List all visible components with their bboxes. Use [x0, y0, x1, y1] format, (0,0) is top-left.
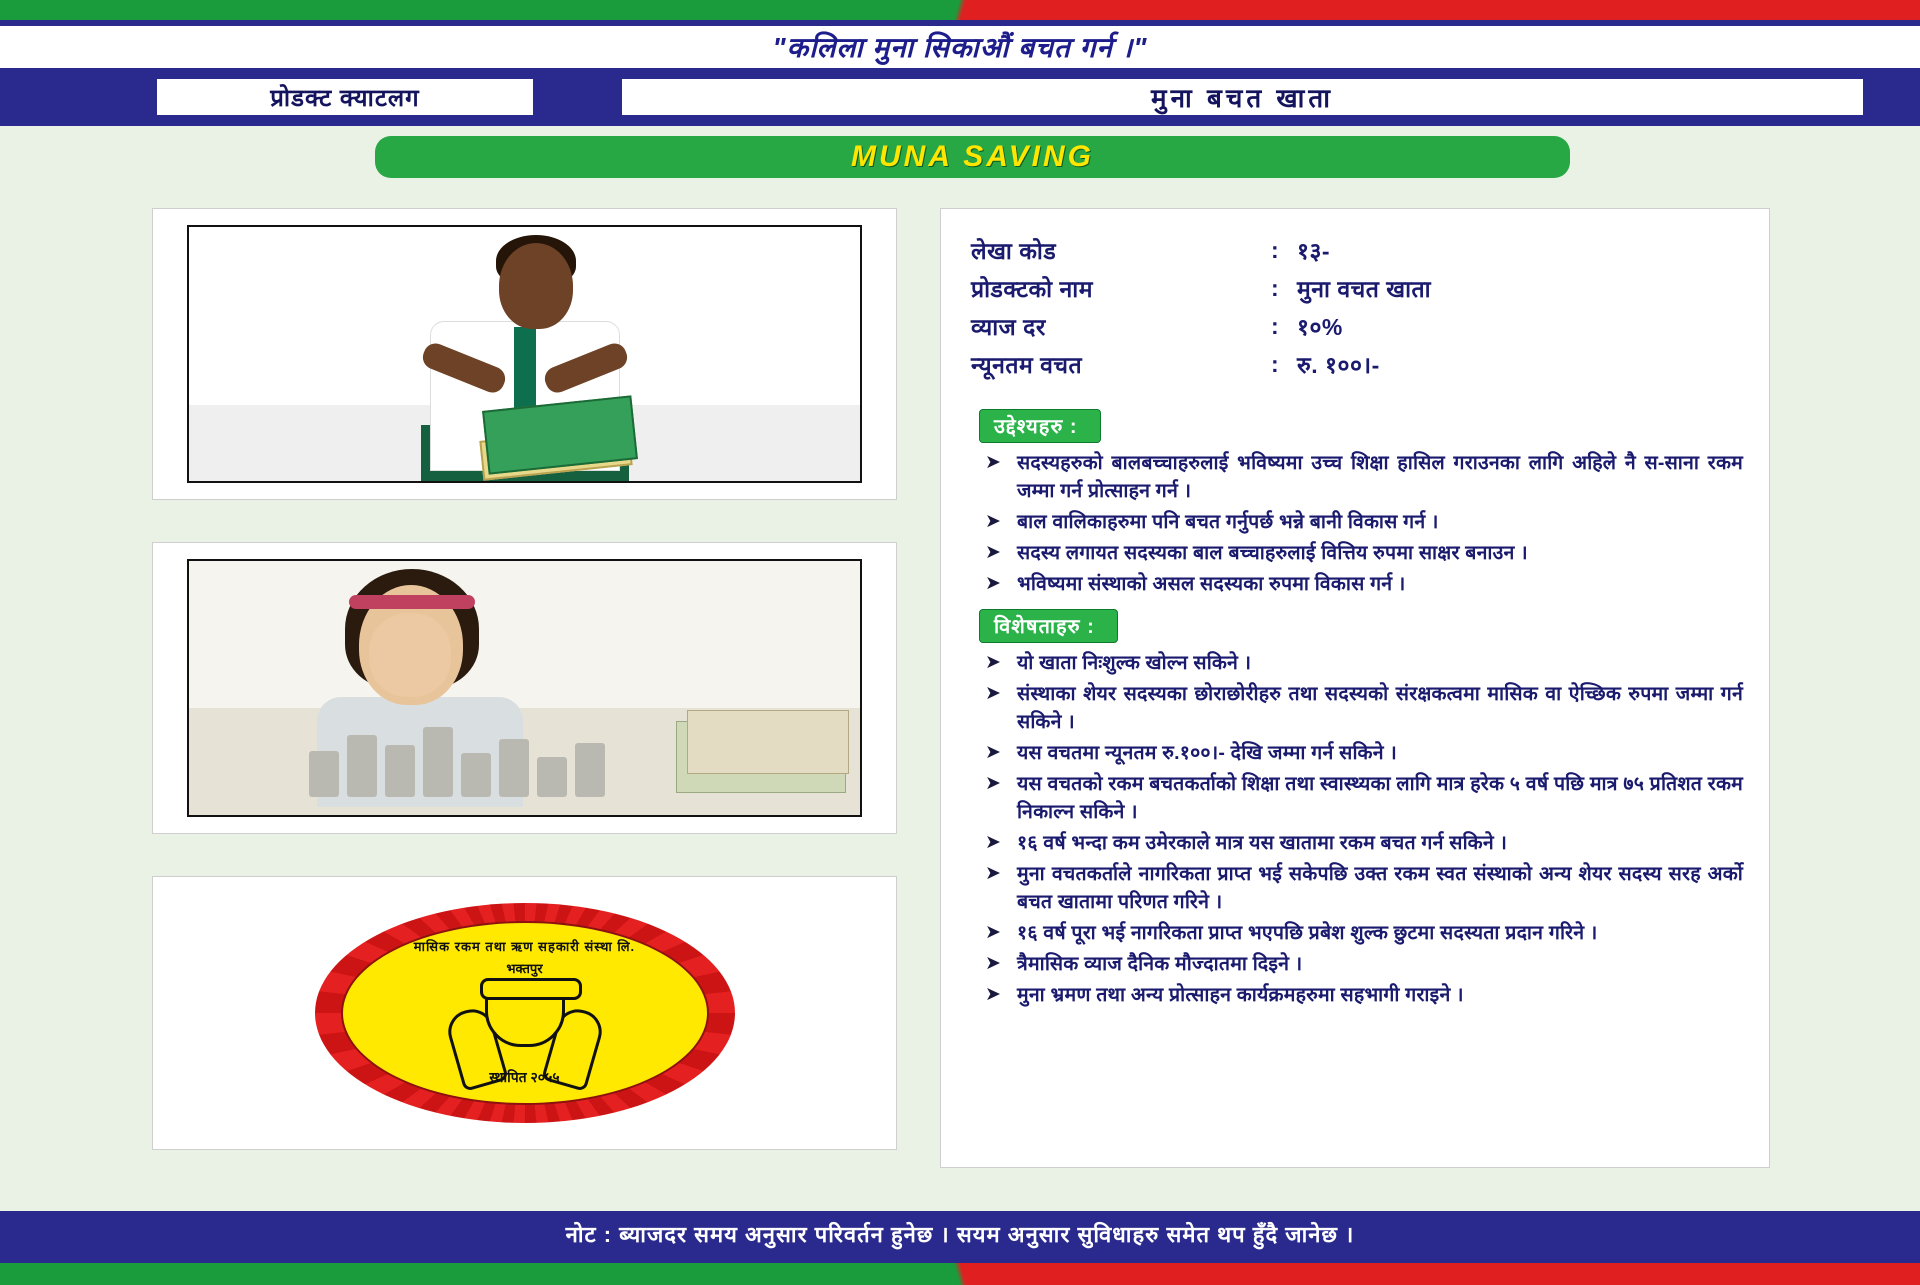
coin-stack — [461, 753, 491, 797]
arrow-bullet-icon: ➤ — [985, 742, 1001, 763]
header-band — [0, 68, 1920, 126]
objectives-heading: उद्देश्यहरु : — [979, 409, 1101, 443]
feature-text: १६ वर्ष पूरा भई नागरिकता प्राप्त भएपछि प्रबेश शुल्क छुटमा सदस्यता प्रदान गरिने । — [1017, 922, 1598, 944]
arrow-bullet-icon: ➤ — [985, 652, 1001, 673]
list-item — [971, 981, 1743, 1009]
bottom-bar-red-segment — [990, 1263, 1920, 1285]
product-details-table — [971, 231, 1743, 383]
banknote-stack — [676, 721, 846, 793]
slogan-text: "कलिला मुना सिकाऔं बचत गर्न ।" — [0, 26, 1920, 68]
arrow-bullet-icon: ➤ — [985, 452, 1001, 473]
list-item — [971, 860, 1743, 916]
logo-top-text: मासिक रकम तथा ऋण सहकारी संस्था लि. — [413, 939, 636, 954]
product-ribbon — [375, 136, 1570, 178]
list-item — [971, 919, 1743, 947]
logo-card — [152, 876, 897, 1150]
feature-text: मुना भ्रमण तथा अन्य प्रोत्साहन कार्यक्रमहरुमा सहभागी गराइने । — [1017, 984, 1464, 1006]
left-column — [152, 208, 897, 1192]
bottom-bar-transition-segment — [930, 1263, 990, 1285]
detail-colon: : — [1271, 350, 1280, 377]
arrow-bullet-icon: ➤ — [985, 922, 1001, 943]
feature-text: यस वचतको रकम बचतकर्ताको शिक्षा तथा स्वास्थ्यका लागि मात्र हरेक ५ वर्ष पछि मात्र ७५ प्रतिशत रकम निकाल्न सकिने । — [1017, 773, 1743, 823]
photo-card-1 — [152, 208, 897, 500]
detail-colon: : — [1271, 312, 1280, 339]
table-row — [971, 345, 1743, 383]
top-bar-transition-segment — [930, 0, 990, 20]
feature-text: यस वचतमा न्यूनतम रु.१००।- देखि जम्मा गर्न सकिने । — [1017, 742, 1397, 764]
coin-stack — [537, 757, 567, 797]
arrow-bullet-icon: ➤ — [985, 683, 1001, 704]
objective-text: सदस्य लगायत सदस्यका बाल बच्चाहरुलाई वित्तिय रुपमा साक्षर बनाउन । — [1017, 542, 1528, 564]
coin-stack — [499, 739, 529, 797]
photo2-headband — [349, 595, 475, 609]
list-item — [971, 570, 1743, 598]
coin-stack — [423, 727, 453, 797]
logo-mid-text: भक्तपुर — [506, 961, 543, 976]
arrow-bullet-icon: ➤ — [985, 542, 1001, 563]
table-row — [971, 269, 1743, 307]
objective-text: भविष्यमा संस्थाको असल सदस्यका रुपमा विकास गर्न । — [1017, 573, 1406, 595]
detail-colon: : — [1271, 236, 1280, 263]
coin-stack — [347, 735, 377, 797]
list-item — [971, 649, 1743, 677]
coin-stack — [309, 751, 339, 797]
footer-note-band — [0, 1211, 1920, 1257]
feature-text: मुना वचतकर्ताले नागरिकता प्राप्त भई सकेपछि उक्त रकम स्वत संस्थाको अन्य शेयर सदस्य सरह अर्को बचत खातामा परिणत गरिने । — [1017, 863, 1743, 913]
list-item — [971, 680, 1743, 736]
features-list — [971, 649, 1743, 1009]
arrow-bullet-icon: ➤ — [985, 773, 1001, 794]
detail-value: १३- — [1297, 238, 1331, 264]
coin-stack — [385, 745, 415, 797]
detail-value: १०% — [1297, 314, 1343, 340]
features-heading: विशेषताहरु : — [979, 609, 1118, 643]
bottom-decorative-bar — [0, 1263, 1920, 1285]
logo-inner-disc — [341, 921, 709, 1105]
list-item — [971, 739, 1743, 767]
detail-colon: : — [1271, 274, 1280, 301]
product-title: मुना बचत खाता — [620, 77, 1865, 117]
logo-wrap — [315, 903, 735, 1123]
detail-key: व्याज दर — [971, 314, 1046, 340]
top-bar-green-segment — [0, 0, 930, 20]
photo2-face — [369, 613, 451, 697]
money-pot-icon — [485, 985, 565, 1047]
arrow-bullet-icon: ➤ — [985, 863, 1001, 884]
top-bar-red-segment — [990, 0, 1920, 20]
top-decorative-bar — [0, 0, 1920, 20]
feature-text: १६ वर्ष भन्दा कम उमेरकाले मात्र यस खातामा रकम बचत गर्न सकिने । — [1017, 832, 1508, 854]
objective-text: बाल वालिकाहरुमा पनि बचत गर्नुपर्छ भन्ने बानी विकास गर्न । — [1017, 511, 1439, 533]
footer-note-text: नोट : ब्याजदर समय अनुसार परिवर्तन हुनेछ । सयम अनुसार सुविधाहरु समेत थप हुँदै जानेछ । — [565, 1222, 1355, 1247]
list-item — [971, 829, 1743, 857]
photo-card-2 — [152, 542, 897, 834]
list-item — [971, 449, 1743, 505]
organization-logo — [187, 893, 862, 1133]
arrow-bullet-icon: ➤ — [985, 573, 1001, 594]
photo-child-saving — [187, 225, 862, 483]
catalog-label: प्रोडक्ट क्याटलग — [155, 77, 535, 117]
arrow-bullet-icon: ➤ — [985, 832, 1001, 853]
detail-key: न्यूनतम वचत — [971, 352, 1083, 378]
list-item — [971, 508, 1743, 536]
logo-bottom-text: स्थापित २०५५ — [489, 1069, 560, 1085]
details-panel — [940, 208, 1770, 1168]
table-row — [971, 307, 1743, 345]
detail-value: मुना वचत खाता — [1297, 276, 1432, 302]
list-item — [971, 950, 1743, 978]
arrow-bullet-icon: ➤ — [985, 984, 1001, 1005]
photo1-head — [499, 243, 573, 329]
bottom-bar-green-segment — [0, 1263, 930, 1285]
objective-text: सदस्यहरुको बालबच्चाहरुलाई भविष्यमा उच्च शिक्षा हासिल गराउनका लागि अहिले नै स-साना रकम जम्मा गर्न प्रोत्साहन गर्न । — [1017, 452, 1743, 502]
list-item — [971, 539, 1743, 567]
list-item — [971, 770, 1743, 826]
arrow-bullet-icon: ➤ — [985, 511, 1001, 532]
feature-text: त्रैमासिक व्याज दैनिक मौज्दातमा दिइने । — [1017, 953, 1303, 975]
feature-text: संस्थाका शेयर सदस्यका छोराछोरीहरु तथा सदस्यको संरक्षकत्वमा मासिक वा ऐच्छिक रुपमा जम्मा गर्न सकिने । — [1017, 683, 1743, 733]
ribbon-title: MUNA SAVING — [851, 140, 1094, 173]
detail-key: प्रोडक्टको नाम — [971, 276, 1093, 302]
table-row — [971, 231, 1743, 269]
coin-stack — [575, 743, 605, 797]
body-area — [0, 198, 1920, 1193]
feature-text: यो खाता निःशुल्क खोल्न सकिने । — [1017, 652, 1252, 674]
objectives-list — [971, 449, 1743, 598]
photo-girl-with-coins — [187, 559, 862, 817]
detail-key: लेखा कोड — [971, 238, 1057, 264]
arrow-bullet-icon: ➤ — [985, 953, 1001, 974]
detail-value: रु. १००।- — [1297, 352, 1380, 378]
